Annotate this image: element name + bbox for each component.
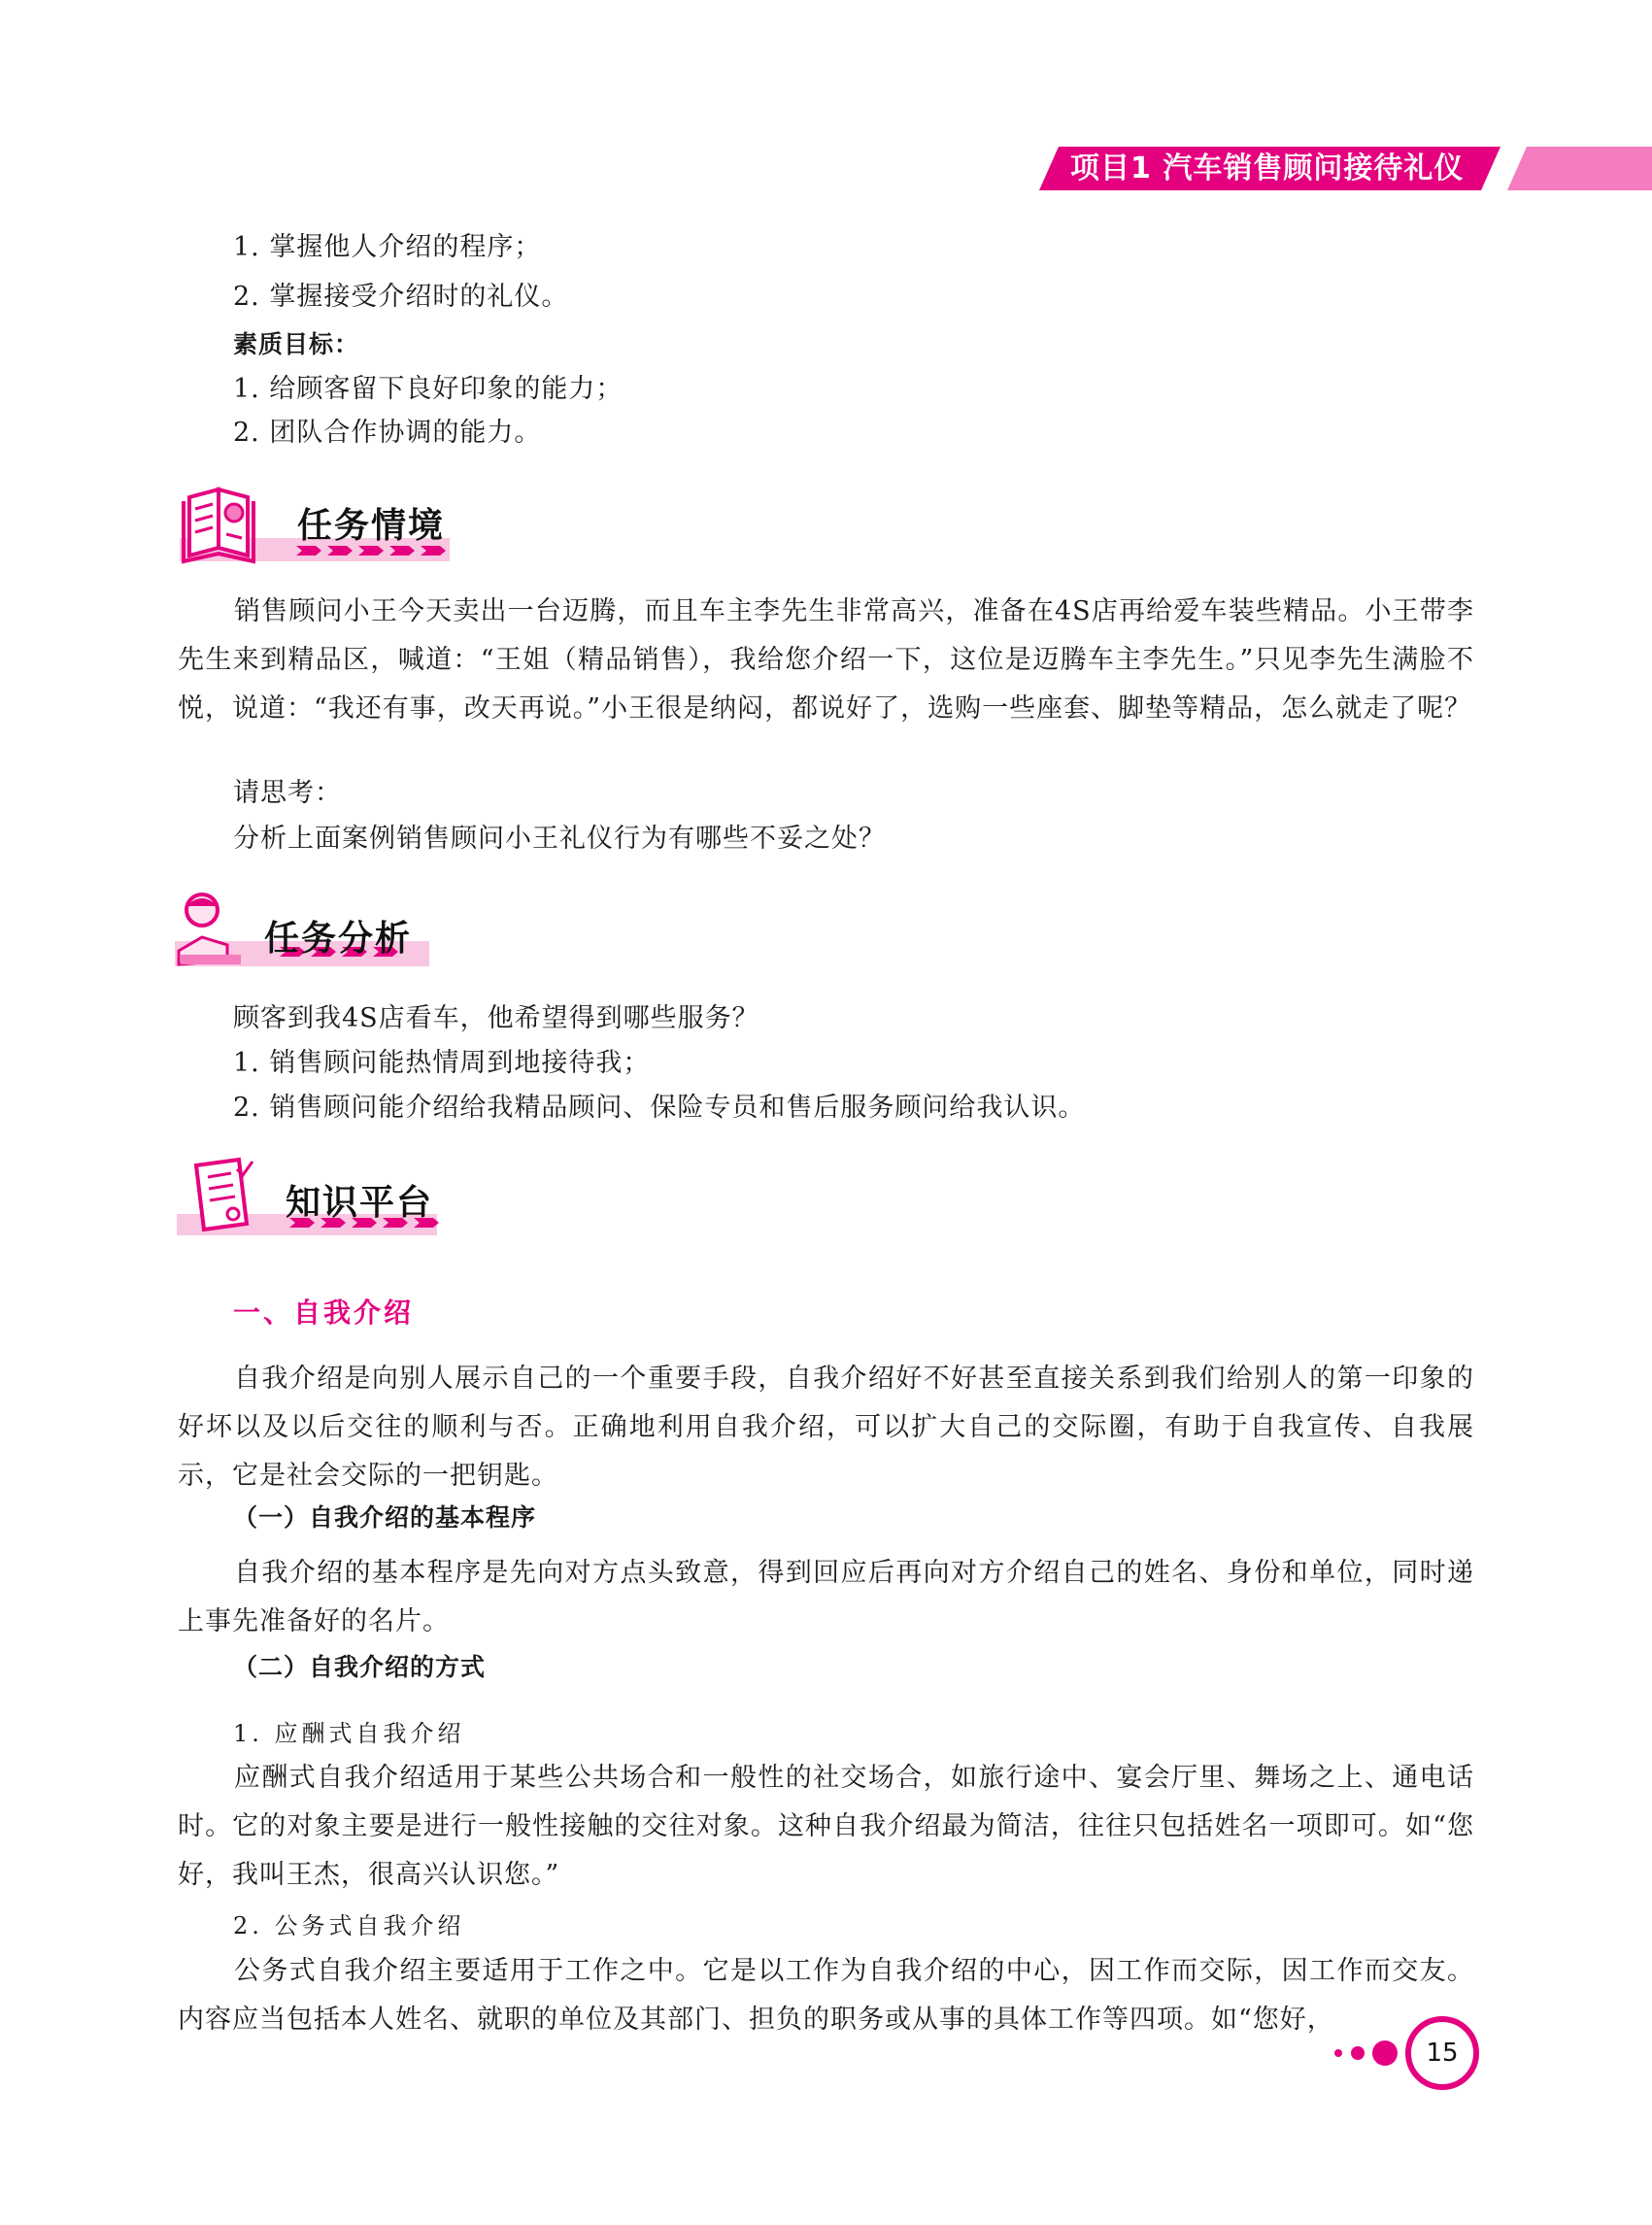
quality-goals-label: 素质目标： <box>233 330 360 358</box>
analysis-title: 任务分析 <box>264 919 413 959</box>
scenario-paragraph <box>178 588 1474 733</box>
quality-item-1: 1. 给顾客留下良好印象的能力； <box>233 374 624 404</box>
header-title: 项目1 汽车销售顾问接待礼仪 <box>1070 152 1465 185</box>
type2-paragraph <box>178 1947 1474 2044</box>
think-question: 分析上面案例销售顾问小王礼仪行为有哪些不妥之处？ <box>233 824 886 854</box>
type2-text: 公务式自我介绍主要适用于工作之中。它是以工作为自我介绍的中心，因工作而交际，因工作而交友。内容应当包括本人姓名、就职的单位及其部门、担负的职务或从事的具体工作等四项。如“您好， <box>178 1956 1474 2035</box>
knowledge-title: 知识平台 <box>286 1183 434 1223</box>
objective-item-2: 2. 掌握接受介绍时的礼仪。 <box>233 282 569 312</box>
analysis-line-2: 1. 销售顾问能热情周到地接待我； <box>233 1048 651 1078</box>
type1-text: 应酬式自我介绍适用于某些公共场合和一般性的社交场合，如旅行途中、宴会厅里、舞场之上、通电话时。它的对象主要是进行一般性接触的交往对象。这种自我介绍最为简洁，往往只包括姓名一项即可。如“您好，我叫王杰，很高兴认识您。” <box>178 1763 1474 1890</box>
sub1-text: 自我介绍的基本程序是先向对方点头致意，得到回应后再向对方介绍自己的姓名、身份和单位，同时递上事先准备好的名片。 <box>178 1558 1474 1636</box>
type2-title: 2. 公务式自我介绍 <box>233 1912 465 1939</box>
scenario-text: 销售顾问小王今天卖出一台迈腾，而且车主李先生非常高兴，准备在4S店再给爱车装些精品。小王带李先生来到精品区，喊道：“王姐（精品销售），我给您介绍一下，这位是迈腾车主李先生。”只见李先生满脸不悦，说道：“我还有事，改天再说。”小王很是纳闷，都说好了，选购一些座套、脚垫等精品，怎么就走了呢？ <box>178 596 1474 724</box>
analysis-line-1: 顾客到我4S店看车，他希望得到哪些服务？ <box>233 1003 759 1033</box>
analysis-line-3: 2. 销售顾问能介绍给我精品顾问、保险专员和售后服务顾问给我认识。 <box>233 1093 1086 1123</box>
objective-item-1: 1. 掌握他人介绍的程序； <box>233 232 542 262</box>
intro-text: 自我介绍是向别人展示自己的一个重要手段，自我介绍好不好甚至直接关系到我们给别人的第一印象的好坏以及以后交往的顺利与否。正确地利用自我介绍，可以扩大自己的交际圈，有助于自我宣传、自我展示，它是社会交际的一把钥匙。 <box>178 1364 1474 1491</box>
document-check-icon <box>196 1160 253 1230</box>
sub1-title: （一）自我介绍的基本程序 <box>233 1503 537 1532</box>
think-label: 请思考： <box>233 778 342 808</box>
scenario-title: 任务情境 <box>297 506 446 546</box>
intro-paragraph <box>178 1355 1474 1500</box>
type1-title: 1. 应酬式自我介绍 <box>233 1720 465 1747</box>
page-number: 15 <box>1405 2016 1479 2090</box>
type1-paragraph <box>178 1754 1474 1900</box>
quality-item-2: 2. 团队合作协调的能力。 <box>233 418 542 448</box>
sub2-title: （二）自我介绍的方式 <box>233 1653 487 1681</box>
sub1-paragraph <box>178 1549 1474 1646</box>
section-title: 一、自我介绍 <box>233 1297 415 1329</box>
